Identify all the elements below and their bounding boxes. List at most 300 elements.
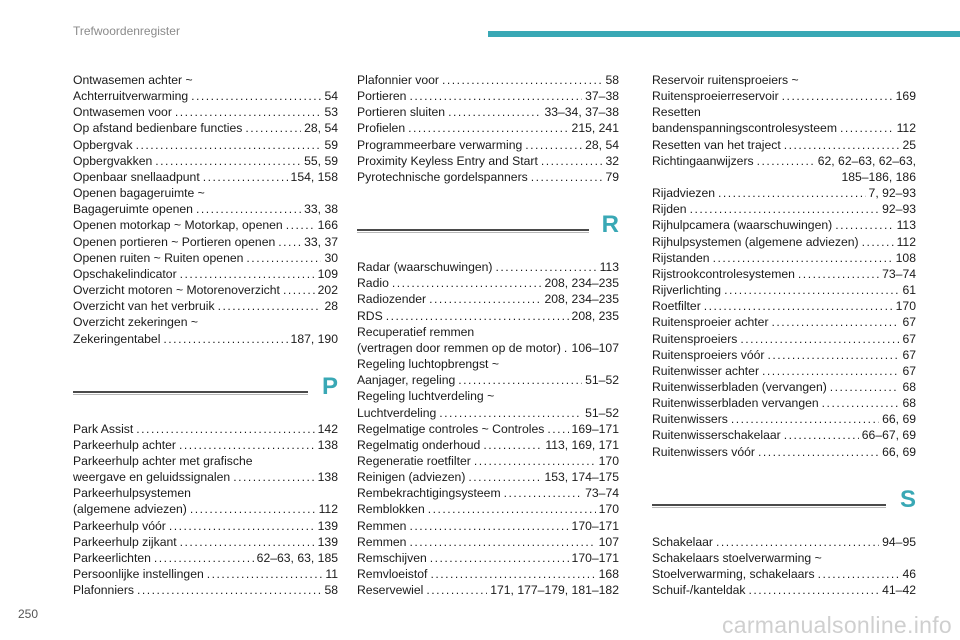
index-entry xyxy=(357,259,619,275)
index-entry xyxy=(652,379,916,395)
index-entry-heading: Regeling luchtopbrengst ~ xyxy=(357,357,499,372)
index-term: Proximity Keyless Entry and Start xyxy=(357,153,538,168)
index-term: Radio xyxy=(357,276,389,291)
index-page-refs: 67 xyxy=(902,331,916,346)
index-page-refs: 55, 59 xyxy=(304,153,338,168)
index-page-refs: 33–34, 37–38 xyxy=(544,105,619,120)
index-term: Stoelverwarming, schakelaars xyxy=(652,567,815,582)
index-entry-heading: Regeling luchtverdeling ~ xyxy=(357,389,495,404)
header-title: Trefwoordenregister xyxy=(73,24,180,38)
dot-leader xyxy=(531,169,603,185)
index-entry-line xyxy=(652,201,916,217)
index-term: Ruitensproeiers xyxy=(652,331,738,346)
index-term: Schakelaar xyxy=(652,534,713,549)
index-page-refs: 94–95 xyxy=(882,534,916,549)
index-term: Openbaar snellaadpunt xyxy=(73,169,200,184)
index-entry xyxy=(652,444,916,460)
index-term: Openen motorkap ~ Motorkap, openen xyxy=(73,218,283,233)
index-page-refs: 139 xyxy=(317,518,338,533)
index-page-refs: 208, 235 xyxy=(571,308,619,323)
dot-leader xyxy=(429,291,541,307)
dot-leader xyxy=(784,427,859,443)
index-term: Parkeerhulp zijkant xyxy=(73,534,177,549)
dot-leader xyxy=(468,469,541,485)
index-entry-line xyxy=(73,266,338,282)
index-entry-line xyxy=(357,437,619,453)
index-page-refs: 202 xyxy=(317,283,338,298)
index-term: Bagageruimte openen xyxy=(73,202,193,217)
index-entry-line xyxy=(73,104,338,120)
index-entry xyxy=(73,234,338,250)
index-page-refs: 170–171 xyxy=(571,518,619,533)
index-entry xyxy=(357,72,619,88)
index-entry xyxy=(652,534,916,550)
index-entry-line xyxy=(652,534,916,550)
index-page-refs: 73–74 xyxy=(882,266,916,281)
index-entry-heading: Parkeerhulpsystemen xyxy=(73,486,191,501)
index-entry-line xyxy=(73,137,338,153)
index-entry xyxy=(73,266,338,282)
index-page-refs: 67 xyxy=(902,347,916,362)
dot-leader xyxy=(690,201,880,217)
index-entry xyxy=(652,331,916,347)
index-entry xyxy=(73,137,338,153)
index-entry-line xyxy=(652,137,916,153)
index-entry-line xyxy=(73,437,338,453)
section-divider xyxy=(73,391,308,393)
index-entry-line xyxy=(357,501,619,517)
index-term: Ruitenwisserbladen (vervangen) xyxy=(652,379,827,394)
section-letter: P xyxy=(321,372,338,400)
index-term: Remmen xyxy=(357,534,407,549)
index-entry-line xyxy=(73,534,338,550)
dot-leader xyxy=(495,259,596,275)
index-page-refs: 46 xyxy=(902,567,916,582)
dot-leader xyxy=(179,437,315,453)
index-page-refs: 187, 190 xyxy=(290,331,338,346)
dot-leader xyxy=(448,104,541,120)
dot-leader xyxy=(163,331,287,347)
dot-leader xyxy=(767,347,899,363)
dot-leader xyxy=(207,566,323,582)
index-term: Zekeringentabel xyxy=(73,331,161,346)
index-entry-line xyxy=(652,444,916,460)
index-entry xyxy=(73,550,338,566)
index-term: Op afstand bedienbare functies xyxy=(73,121,243,136)
index-entry xyxy=(357,153,619,169)
section-divider xyxy=(652,504,886,506)
index-term: Rijden xyxy=(652,202,687,217)
index-page-refs: 108 xyxy=(895,250,916,265)
index-entry xyxy=(357,104,619,120)
index-page-refs: 170–171 xyxy=(571,550,619,565)
dot-leader xyxy=(430,566,595,582)
index-entry xyxy=(652,217,916,233)
index-entry-heading: Parkeerhulp achter met grafische xyxy=(73,453,253,468)
index-term: Pyrotechnische gordelspanners xyxy=(357,169,528,184)
index-page-refs: 113 xyxy=(599,260,619,275)
dot-leader xyxy=(386,308,569,324)
index-entry-line xyxy=(652,250,916,266)
index-entry xyxy=(357,453,619,469)
dot-leader xyxy=(798,266,879,282)
index-column-3 xyxy=(652,72,916,598)
index-term: Parkeerhulp vóór xyxy=(73,518,166,533)
index-entry-heading: Ontwasemen achter ~ xyxy=(73,73,193,87)
index-entry-line xyxy=(73,298,338,314)
index-entry-line xyxy=(357,469,619,485)
index-term: Reservewiel xyxy=(357,583,424,598)
index-term: Remmen xyxy=(357,518,407,533)
dot-leader xyxy=(504,485,583,501)
index-term: Ruitenwisserbladen vervangen xyxy=(652,396,819,411)
dot-leader xyxy=(409,88,582,104)
index-page-refs: 58 xyxy=(605,73,619,87)
dot-leader xyxy=(169,518,315,534)
index-page-refs: 73–74 xyxy=(585,486,619,501)
index-page-refs: 11 xyxy=(325,567,338,582)
index-entry xyxy=(73,120,338,136)
index-page-refs: 51–52 xyxy=(585,405,619,420)
index-page-refs: 62, 62–63, 62–63, xyxy=(817,153,916,168)
index-page-refs: 169–171 xyxy=(571,421,619,436)
index-term: Schuif-/kanteldak xyxy=(652,583,746,598)
index-term: Ruitenwisserschakelaar xyxy=(652,428,781,443)
dot-leader xyxy=(483,437,542,453)
dot-leader xyxy=(547,421,568,437)
index-entry xyxy=(652,298,916,314)
index-term: Ruitenwissers xyxy=(652,412,728,427)
index-entry-line xyxy=(73,421,338,437)
dot-leader xyxy=(439,405,582,421)
index-page-refs: 25 xyxy=(902,137,916,152)
index-term: Regeneratie roetfilter xyxy=(357,453,471,468)
dot-leader xyxy=(426,582,487,598)
index-entry-line xyxy=(73,120,338,136)
dot-leader xyxy=(191,88,321,104)
dot-leader xyxy=(762,363,899,379)
index-entry xyxy=(652,201,916,217)
index-entry-line xyxy=(357,453,619,469)
index-term: Regelmatig onderhoud xyxy=(357,437,481,452)
dot-leader xyxy=(718,185,866,201)
index-term: bandenspanningscontrolesysteem xyxy=(652,121,837,136)
index-entry xyxy=(357,518,619,534)
index-column-2 xyxy=(357,72,619,598)
index-entry-line xyxy=(652,298,916,314)
index-entry xyxy=(73,298,338,314)
index-entry-heading: Recuperatief remmen xyxy=(357,324,475,339)
dot-leader xyxy=(564,340,569,356)
index-term: Resetten van het traject xyxy=(652,137,781,152)
index-term: Rijverlichting xyxy=(652,283,722,298)
index-entry-heading: Openen bagageruimte ~ xyxy=(73,186,205,201)
index-term: Luchtverdeling xyxy=(357,405,437,420)
index-page-refs: 67 xyxy=(902,363,916,378)
index-term: Radiozender xyxy=(357,292,427,307)
index-term: Plafonniers xyxy=(73,583,134,598)
index-entry xyxy=(73,453,338,485)
index-term: Rijadviezen xyxy=(652,186,716,201)
index-entry-line xyxy=(652,234,916,250)
index-term: Openen portieren ~ Portieren openen xyxy=(73,234,276,249)
index-term: Ruitenwisser achter xyxy=(652,363,760,378)
index-entry xyxy=(652,234,916,250)
index-term: Ontwasemen voor xyxy=(73,105,172,120)
index-entry-line xyxy=(652,379,916,395)
index-entry xyxy=(357,582,619,598)
dot-leader xyxy=(782,88,893,104)
dot-leader xyxy=(246,250,321,266)
index-entry xyxy=(357,534,619,550)
index-term: Achterruitverwarming xyxy=(73,89,189,104)
index-entry xyxy=(357,275,619,291)
index-entry-line xyxy=(357,275,619,291)
index-entry xyxy=(357,356,619,388)
index-term: Rijstanden xyxy=(652,250,710,265)
index-term: Ruitensproeier achter xyxy=(652,315,769,330)
index-page-refs: 68 xyxy=(902,396,916,411)
index-entry xyxy=(357,388,619,420)
index-term: Rijhulpcamera (waarschuwingen) xyxy=(652,218,833,233)
dot-leader xyxy=(830,379,900,395)
index-entry xyxy=(357,421,619,437)
dot-leader xyxy=(408,120,568,136)
index-entry xyxy=(652,363,916,379)
index-page-refs: 107 xyxy=(598,534,619,549)
index-entry-line xyxy=(73,250,338,266)
dot-leader xyxy=(245,120,301,136)
dot-leader xyxy=(525,137,582,153)
index-entry xyxy=(357,485,619,501)
index-page-refs: 68 xyxy=(902,379,916,394)
index-page-refs: 58 xyxy=(324,583,338,598)
index-term: Ruitenwissers vóór xyxy=(652,444,755,459)
dot-leader xyxy=(740,331,899,347)
index-entry-heading: Overzicht zekeringen ~ xyxy=(73,315,198,330)
index-entry-line xyxy=(652,582,916,598)
index-page-refs: 113 xyxy=(896,218,916,233)
index-entry-line xyxy=(357,259,619,275)
index-entry-line xyxy=(357,566,619,582)
section-letter: S xyxy=(899,485,916,513)
index-term: Ruitensproeiers vóór xyxy=(652,347,765,362)
index-entry xyxy=(357,469,619,485)
section-divider xyxy=(357,229,589,231)
index-entry-line xyxy=(357,485,619,501)
index-entry xyxy=(652,314,916,330)
index-entry xyxy=(652,347,916,363)
index-page-refs: 66, 69 xyxy=(882,444,916,459)
index-entry-line xyxy=(73,550,338,566)
index-entry xyxy=(357,324,619,356)
index-term: Roetfilter xyxy=(652,299,701,314)
index-entry xyxy=(357,566,619,582)
dot-leader xyxy=(758,444,879,460)
dot-leader xyxy=(286,217,315,233)
index-page-refs: 7, 92–93 xyxy=(868,186,916,201)
index-page-refs: 153, 174–175 xyxy=(544,470,619,485)
index-term: Opschakelindicator xyxy=(73,266,177,281)
dot-leader xyxy=(862,234,894,250)
dot-leader xyxy=(409,518,568,534)
dot-leader xyxy=(203,169,288,185)
section-header xyxy=(652,482,916,526)
index-term: (vertragen door remmen op de motor) xyxy=(357,340,561,355)
index-page-refs: 138 xyxy=(317,470,338,485)
index-term: Profielen xyxy=(357,121,406,136)
index-page-refs: 61 xyxy=(902,283,916,298)
index-page-refs: 106–107 xyxy=(571,340,619,355)
index-entry-line xyxy=(652,363,916,379)
index-entry xyxy=(73,582,338,598)
index-term: Plafonnier voor xyxy=(357,73,439,87)
section-header xyxy=(73,369,338,413)
dot-leader xyxy=(784,137,900,153)
dot-leader xyxy=(749,582,880,598)
dot-leader xyxy=(840,120,894,136)
index-term: Overzicht motoren ~ Motorenoverzicht xyxy=(73,283,280,298)
dot-leader xyxy=(218,298,322,314)
index-term: Openen ruiten ~ Ruiten openen xyxy=(73,250,244,265)
index-page-refs: 138 xyxy=(317,437,338,452)
index-entry-line xyxy=(73,282,338,298)
index-page-refs: 171, 177–179, 181–182 xyxy=(490,583,619,598)
index-entry-line xyxy=(652,282,916,298)
index-entry xyxy=(357,437,619,453)
index-term: RDS xyxy=(357,308,383,323)
index-term: Rijhulpsystemen (algemene adviezen) xyxy=(652,234,859,249)
index-entry-line xyxy=(357,137,619,153)
index-entry-line xyxy=(357,153,619,169)
index-page-refs: 170 xyxy=(895,299,916,314)
index-entry-line xyxy=(652,88,916,104)
index-page-refs: 67 xyxy=(902,315,916,330)
index-page-refs: 169 xyxy=(895,89,916,104)
dot-leader xyxy=(283,282,315,298)
index-entry xyxy=(73,250,338,266)
index-page-refs: 51–52 xyxy=(585,373,619,388)
index-entry xyxy=(73,437,338,453)
index-page-refs: 32 xyxy=(605,153,619,168)
header-accent-bar xyxy=(488,31,960,37)
index-entry-line xyxy=(73,201,338,217)
dot-leader xyxy=(724,282,899,298)
index-page-refs: 33, 37 xyxy=(304,234,338,249)
index-entry xyxy=(652,72,916,104)
index-page-refs: 170 xyxy=(598,453,619,468)
index-term: Regelmatige controles ~ Controles xyxy=(357,421,545,436)
index-entry xyxy=(73,217,338,233)
index-entry xyxy=(73,314,338,346)
index-entry-line xyxy=(73,234,338,250)
dot-leader xyxy=(716,534,879,550)
index-entry-line xyxy=(357,291,619,307)
index-term: Rijstrookcontrolesystemen xyxy=(652,266,795,281)
index-term: Opbergvak xyxy=(73,137,133,152)
index-entry xyxy=(73,72,338,104)
index-entry-line xyxy=(357,421,619,437)
index-entry xyxy=(73,566,338,582)
index-entry xyxy=(652,582,916,598)
index-term: Persoonlijke instellingen xyxy=(73,567,204,582)
dot-leader xyxy=(430,550,569,566)
index-term: Remschijven xyxy=(357,550,427,565)
index-entry xyxy=(357,291,619,307)
index-entry-line xyxy=(73,518,338,534)
index-entry-line xyxy=(73,566,338,582)
index-page-refs: 92–93 xyxy=(882,202,916,217)
index-term: Overzicht van het verbruik xyxy=(73,299,215,314)
index-page-refs: 168 xyxy=(598,567,619,582)
index-entry xyxy=(652,282,916,298)
index-entry-line xyxy=(652,411,916,427)
index-entry-line xyxy=(652,217,916,233)
index-entry xyxy=(652,185,916,201)
dot-leader xyxy=(541,153,603,169)
index-entry-line xyxy=(357,582,619,598)
dot-leader xyxy=(458,372,582,388)
index-entry xyxy=(357,501,619,517)
index-page-refs: 112 xyxy=(318,502,338,517)
index-page-refs: 53 xyxy=(324,105,338,120)
index-page-refs: 139 xyxy=(317,534,338,549)
index-column-1 xyxy=(73,72,338,598)
index-entry-line xyxy=(357,169,619,185)
index-entry-line xyxy=(652,395,916,411)
index-entry xyxy=(73,534,338,550)
index-entry xyxy=(73,104,338,120)
index-page-refs: 59 xyxy=(324,137,338,152)
dot-leader xyxy=(428,501,596,517)
section-header xyxy=(357,207,619,251)
dot-leader xyxy=(137,582,321,598)
dot-leader xyxy=(175,104,322,120)
dot-leader xyxy=(233,469,314,485)
index-entry-line xyxy=(357,104,619,120)
dot-leader xyxy=(757,153,815,169)
dot-leader xyxy=(196,201,301,217)
index-entry-line xyxy=(357,550,619,566)
index-entry-line xyxy=(357,518,619,534)
index-term: Richtingaanwijzers xyxy=(652,153,754,168)
index-page-refs: 208, 234–235 xyxy=(544,292,619,307)
index-entry xyxy=(73,282,338,298)
index-entry-line xyxy=(357,340,619,356)
page-number: 250 xyxy=(18,607,39,621)
dot-leader xyxy=(180,534,315,550)
index-entry-line xyxy=(73,217,338,233)
dot-leader xyxy=(409,534,595,550)
index-page-refs: 33, 38 xyxy=(304,202,338,217)
index-entry-line xyxy=(652,427,916,443)
index-entry xyxy=(652,427,916,443)
index-entry xyxy=(73,421,338,437)
index-entry-line xyxy=(357,372,619,388)
index-term: Opbergvakken xyxy=(73,153,153,168)
index-term: Portieren xyxy=(357,89,407,104)
index-term: Park Assist xyxy=(73,421,134,436)
index-entry-line xyxy=(357,308,619,324)
index-page-refs: 37–38 xyxy=(585,89,619,104)
index-entry-heading: Reservoir ruitensproeiers ~ xyxy=(652,73,799,87)
index-page-refs: 112 xyxy=(896,121,916,136)
index-entry xyxy=(357,169,619,185)
index-entry xyxy=(652,411,916,427)
index-entry-line xyxy=(73,88,338,104)
section-letter: R xyxy=(601,211,619,239)
index-entry-line xyxy=(357,88,619,104)
